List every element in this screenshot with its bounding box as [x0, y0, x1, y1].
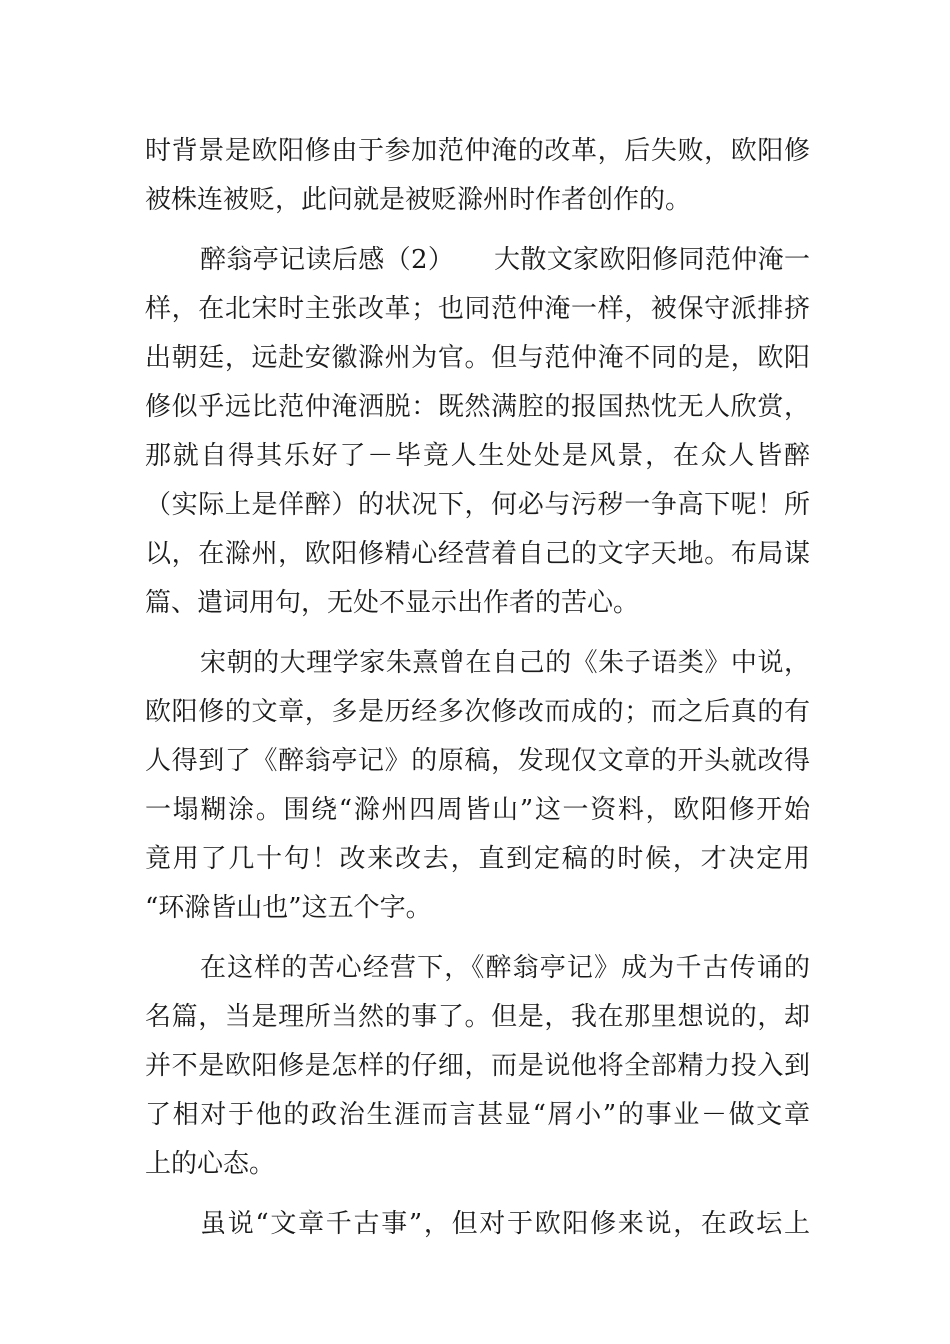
- text-line: （实际上是佯醉）的状况下，何必与污秽一争高下呢！所: [145, 490, 810, 520]
- text-line: 并不是欧阳修是怎样的仔细，而是说他将全部精力投入到: [145, 1051, 810, 1081]
- paragraph: [145, 639, 810, 933]
- paragraph: [145, 1200, 810, 1249]
- text-line: 人得到了《醉翁亭记》的原稿，发现仅文章的开头就改得: [145, 746, 810, 776]
- text-line: 以，在滁州，欧阳修精心经营着自己的文字天地。布局谋: [145, 539, 810, 569]
- text-line: 时背景是欧阳修由于参加范仲淹的改革，后失败，欧阳修: [145, 136, 810, 166]
- text-line: 在这样的苦心经营下，《醉翁亭记》成为千古传诵的: [200, 953, 810, 983]
- text-line: 一塌糊涂。围绕“滁州四周皆山”这一资料，欧阳修开始: [145, 795, 810, 825]
- text-line: 竟用了几十句！改来改去，直到定稿的时候，才决定用: [145, 844, 810, 874]
- text-line: 修似乎远比范仲淹洒脱：既然满腔的报国热忱无人欣赏，: [145, 392, 810, 422]
- text-line: 醉翁亭记读后感（2） 大散文家欧阳修同范仲淹一: [200, 245, 810, 275]
- document-body: [145, 127, 810, 1249]
- text-line: 欧阳修的文章，多是历经多次修改而成的；而之后真的有: [145, 697, 810, 727]
- text-line: “环滁皆山也”这五个字。: [145, 893, 432, 923]
- text-line: 样，在北宋时主张改革；也同范仲淹一样，被保守派排挤: [145, 294, 810, 324]
- text-line: 宋朝的大理学家朱熹曾在自己的《朱子语类》中说，: [200, 648, 810, 678]
- text-line: 那就自得其乐好了－毕竟人生处处是风景，在众人皆醉: [145, 441, 810, 471]
- text-line: 名篇，当是理所当然的事了。但是，我在那里想说的，却: [145, 1002, 810, 1032]
- text-line: 虽说“文章千古事”，但对于欧阳修来说，在政坛上: [200, 1209, 810, 1239]
- text-line: 篇、遣词用句，无处不显示出作者的苦心。: [145, 588, 640, 618]
- text-line: 上的心态。: [145, 1149, 276, 1179]
- text-line: 被株连被贬，此问就是被贬滁州时作者创作的。: [145, 185, 692, 215]
- paragraph: [145, 944, 810, 1189]
- paragraph: [145, 236, 810, 628]
- text-line: 了相对于他的政治生涯而言甚显“屑小”的事业－做文章: [145, 1100, 810, 1130]
- text-line: 出朝廷，远赴安徽滁州为官。但与范仲淹不同的是，欧阳: [145, 343, 810, 373]
- paragraph: [145, 127, 810, 225]
